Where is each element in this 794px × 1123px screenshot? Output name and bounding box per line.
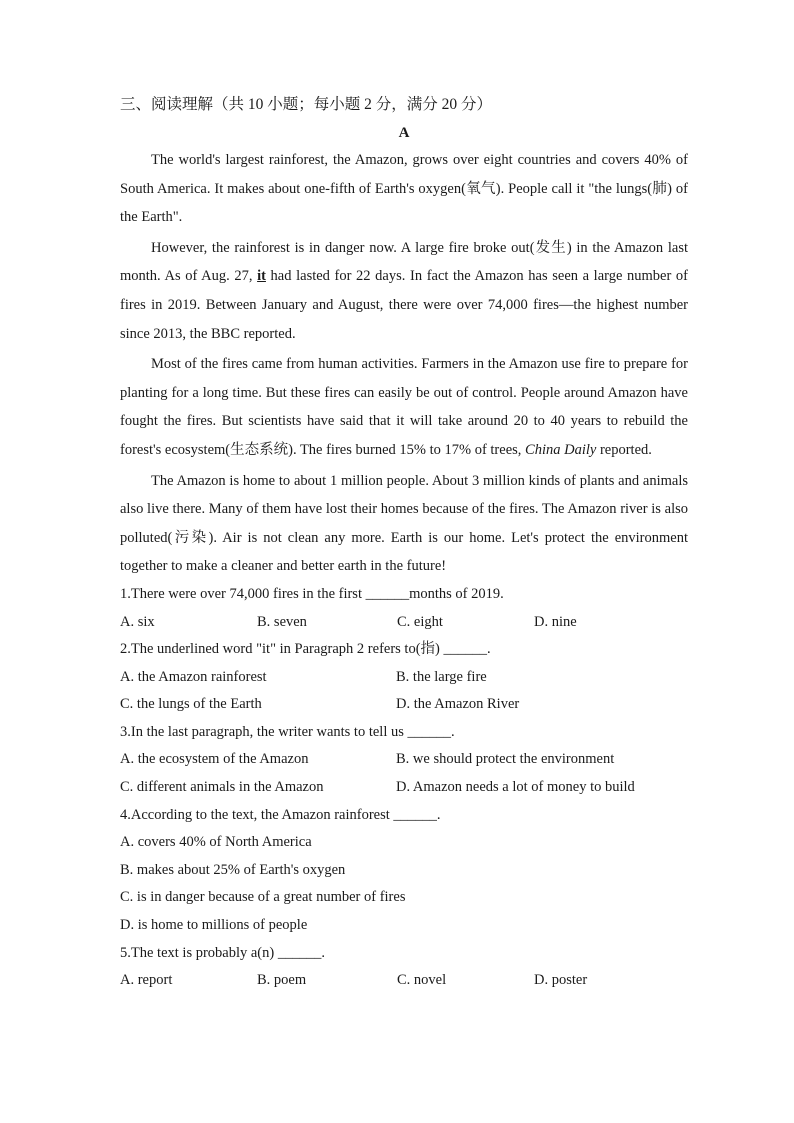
question-4-stem: 4.According to the text, the Amazon rainforest ______. xyxy=(120,806,441,823)
passage-label: A xyxy=(398,125,410,141)
passage-paragraph-1: The world's largest rainforest, the Amazon, grows over eight countries and covers 40% of South America. It makes about one-fifth of Earth's oxygen(氧气). People call it "the lungs(肺) of the Earth". xyxy=(120,152,688,226)
section-title: 三、阅读理解（共 10 小题；每小题 2 分，满分 20 分） xyxy=(120,96,493,113)
question-2-stem: 2.The underlined word "it" in Paragraph 2 refers to(指) ______. xyxy=(120,641,491,658)
question-5-option-c: C. novel xyxy=(397,972,447,989)
question-5-option-a: A. report xyxy=(120,972,173,989)
question-3-stem: 3.In the last paragraph, the writer wants to tell us ______. xyxy=(120,723,455,740)
question-5-option-b: B. poem xyxy=(257,972,307,989)
question-2-option-a: A. the Amazon rainforest xyxy=(120,668,267,685)
question-3-option-a: A. the ecosystem of the Amazon xyxy=(120,751,309,768)
question-3-option-c: C. different animals in the Amazon xyxy=(120,779,324,796)
question-1-stem: 1.There were over 74,000 fires in the first ______months of 2019. xyxy=(120,585,504,602)
question-1-option-a: A. six xyxy=(120,613,155,630)
question-5-option-d: D. poster xyxy=(534,972,588,989)
passage-paragraph-4: The Amazon is home to about 1 million people. About 3 million kinds of plants and animals also live there. Many of them have lost their homes because of the fires. The Amazon river is also polluted(污染). Air is not clean any more. Earth is our home. Let's protect the environment together to make a cleaner and better earth in the future! xyxy=(120,472,688,575)
question-2-option-d: D. the Amazon River xyxy=(396,696,520,713)
question-4-option-b: B. makes about 25% of Earth's oxygen xyxy=(120,861,346,878)
question-4-option-d: D. is home to millions of people xyxy=(120,917,308,934)
paragraph-3-text-after: reported. xyxy=(596,441,652,458)
question-3-options xyxy=(120,746,688,801)
paragraph-3-text-before: Most of the fires came from human activities. Farmers in the Amazon use fire to prepare for planting for a long time. But these fires can easily be out of control. People around Amazon have fought the fires. But scientists have said that it will take around 20 to 40 years to rebuild the forest's ecosystem(生态系统). The fires burned 15% to 17% of trees, xyxy=(120,356,688,458)
question-5-stem: 5.The text is probably a(n) ______. xyxy=(120,944,325,961)
question-2-option-c: C. the lungs of the Earth xyxy=(120,696,262,713)
question-1-options xyxy=(120,609,688,637)
paragraph-2-text-before: However, the rainforest is in danger now. A large fire broke out(发生) in the Amazon last month. As of Aug. 27, xyxy=(120,239,688,285)
passage-paragraph-3 xyxy=(120,350,688,464)
question-4-option-c: C. is in danger because of a great number of fires xyxy=(120,889,406,906)
question-2-options xyxy=(120,664,688,719)
passage-paragraph-2 xyxy=(120,234,688,348)
question-1-option-b: B. seven xyxy=(257,613,307,630)
underlined-word: it xyxy=(257,268,266,285)
question-1-option-c: C. eight xyxy=(397,613,443,630)
exam-page xyxy=(120,94,688,995)
question-2-option-b: B. the large fire xyxy=(396,668,487,685)
question-1-option-d: D. nine xyxy=(534,613,577,630)
question-5-options xyxy=(120,967,688,995)
news-source: China Daily xyxy=(525,441,597,458)
paragraph-2-text-after: had lasted for 22 days. In fact the Amazon has seen a large number of fires in 2019. Between January and August, there were over 74,000 fires—the highest number since 2013, the BBC reported. xyxy=(120,268,688,342)
question-3-option-d: D. Amazon needs a lot of money to build xyxy=(396,779,635,796)
question-3-option-b: B. we should protect the environment xyxy=(396,751,615,768)
question-4-option-a: A. covers 40% of North America xyxy=(120,834,312,851)
question-4-options xyxy=(120,829,688,939)
